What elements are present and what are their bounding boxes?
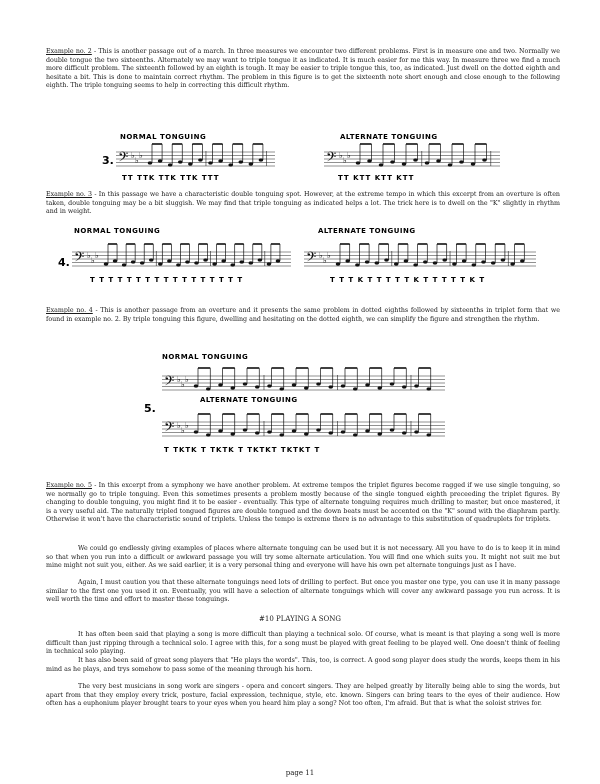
paragraph-alternate-tonguing: We could go endlessly giving examples of places where alternate tonguing can be used but it is not necessary. All you have to do is to keep it in mind so that when you run into a difficult or awkward passage you will try some alternate articulation. You will find one which suits you. It might not suit me but mine might not suit you, either. As we said earlier, it is a very personal thing and everyone will have his own pet alternate tonguings just as I have. (46, 545, 560, 570)
note-head (414, 384, 418, 387)
example-3-notes-left (74, 244, 280, 268)
note-head (378, 432, 382, 435)
example-2-normal-label: NORMAL TONGUING (120, 133, 207, 141)
note-head (292, 429, 296, 432)
note-head (365, 260, 369, 263)
note-head (249, 261, 253, 264)
note-head (353, 433, 357, 436)
note-head (231, 432, 235, 435)
note-head (329, 431, 333, 434)
example-3-notes-right (306, 244, 525, 268)
note-head (249, 162, 253, 165)
note-head (414, 430, 418, 433)
note-head (276, 259, 280, 262)
note-head (365, 429, 369, 432)
note-head (212, 262, 216, 265)
flat-icon: ♭ (185, 421, 189, 430)
note-head (149, 258, 153, 261)
flat-icon: ♭ (131, 151, 135, 160)
flat-icon: ♭ (319, 251, 323, 260)
note-head (384, 258, 388, 261)
example-2-alternate-label: ALTERNATE TONGUING (340, 133, 438, 141)
example-4-notes-bottom (164, 414, 431, 438)
note-head (346, 259, 350, 262)
note-head (367, 159, 371, 162)
note-head (158, 262, 162, 265)
example-2-paragraph (46, 48, 560, 91)
page-number: page 11 (285, 769, 315, 777)
note-head (176, 263, 180, 266)
note-head (355, 263, 359, 266)
example-3-alternate-label: ALTERNATE TONGUING (318, 227, 416, 235)
note-head (258, 258, 262, 261)
note-head (404, 259, 408, 262)
note-head (375, 261, 379, 264)
note-head (390, 382, 394, 385)
note-head (267, 262, 271, 265)
bass-clef-icon: 𝄢 (306, 249, 317, 268)
note-head (448, 163, 452, 166)
note-head (231, 263, 235, 266)
note-head (341, 384, 345, 387)
note-head (462, 259, 466, 262)
note-head (167, 259, 171, 262)
note-head (491, 261, 495, 264)
note-head (218, 383, 222, 386)
note-head (203, 258, 207, 261)
note-head (255, 431, 259, 434)
note-head (423, 260, 427, 263)
flat-icon: ♭ (181, 426, 185, 435)
bass-clef-icon: 𝄢 (326, 149, 337, 168)
note-head (148, 161, 152, 164)
note-head (481, 260, 485, 263)
note-head (243, 428, 247, 431)
note-head (304, 432, 308, 435)
note-head (316, 428, 320, 431)
example-2-number: 3. (102, 154, 114, 167)
note-head (218, 159, 222, 162)
note-head (198, 158, 202, 161)
note-head (243, 382, 247, 385)
note-head (194, 430, 198, 433)
example-4-alternate-label: ALTERNATE TONGUING (200, 396, 298, 404)
note-head (353, 387, 357, 390)
flat-icon: ♭ (177, 421, 181, 430)
note-head (228, 163, 232, 166)
note-head (239, 160, 243, 163)
note-head (240, 260, 244, 263)
flat-icon: ♭ (181, 380, 185, 389)
note-head (427, 433, 431, 436)
note-head (459, 160, 463, 163)
paragraph-caution: Again, I must caution you that these alternate tonguings need lots of drilling to perfect. But once you master one type, you can use it in many passage similar to the first one you used it on. Eventually, you will have a selection of alternate tonguings which will cover any awkward passage you run across. It is well worth the time and effort to master these tonguings. (46, 579, 560, 604)
song-paragraph-2: It has also been said of great song players that "He plays the words". This, too, is correct. A good song player does study the words, keeps them in his mind as he plays, and trys somehow to pass some of the meaning through his horn. (46, 657, 560, 673)
note-head (158, 159, 162, 162)
example-4-paragraph (46, 307, 560, 324)
flat-icon: ♭ (323, 256, 327, 265)
bass-clef-icon: 𝄢 (118, 149, 129, 168)
flat-icon: ♭ (177, 375, 181, 384)
flat-icon: ♭ (91, 256, 95, 265)
note-head (292, 383, 296, 386)
bass-clef-icon: 𝄢 (164, 419, 175, 438)
note-head (208, 161, 212, 164)
note-head (178, 160, 182, 163)
note-head (427, 387, 431, 390)
note-head (259, 158, 263, 161)
note-head (471, 162, 475, 165)
note-head (520, 259, 524, 262)
example-4-normal-label: NORMAL TONGUING (162, 353, 249, 361)
example-3-paragraph (46, 191, 560, 217)
flat-icon: ♭ (95, 251, 99, 260)
note-head (140, 261, 144, 264)
note-head (413, 263, 417, 266)
example-2-notes-left (118, 144, 266, 168)
note-head (379, 163, 383, 166)
flat-icon: ♭ (87, 251, 91, 260)
note-head (267, 430, 271, 433)
example-3-normal-label: NORMAL TONGUING (74, 227, 161, 235)
note-head (267, 384, 271, 387)
flat-icon: ♭ (185, 375, 189, 384)
note-head (104, 262, 108, 265)
note-head (185, 260, 189, 263)
example-4-notes-top (164, 368, 431, 392)
note-head (336, 262, 340, 265)
note-head (221, 259, 225, 262)
example-5-label: Example no. 5 (46, 482, 92, 489)
flat-icon: ♭ (139, 151, 143, 160)
note-head (131, 260, 135, 263)
note-head (218, 429, 222, 432)
note-head (443, 258, 447, 261)
song-paragraph-1: It has often been said that playing a song is more difficult than playing a technical solo. Of course, what is meant is that playing a song well is more difficult than just ripping through a technical solo. I agree with this, for a song must be played with great feeling to be played well. One doesn't think of feeling in technical solo playing. (46, 631, 560, 656)
note-head (113, 259, 117, 262)
example-3-text: - In this passage we have a characteristic double tonguing spot. However, at the extreme tempo in which this excerpt from an overture is often taken, double tonguing may be a bit sluggish. We may find that triple tonguing as indicated helps a lot. The trick here is to dwell on the "K" slightly in rhythm and in weight. (46, 191, 560, 216)
note-head (194, 384, 198, 387)
example-3-score (46, 222, 546, 292)
section-heading: #10 PLAYING A SONG (259, 615, 341, 623)
note-head (378, 386, 382, 389)
note-head (316, 382, 320, 385)
bass-clef-icon: 𝄢 (74, 249, 85, 268)
example-3-label: Example no. 3 (46, 191, 93, 198)
example-4-number: 5. (144, 402, 156, 415)
flat-icon: ♭ (339, 151, 343, 160)
note-head (255, 385, 259, 388)
note-head (436, 159, 440, 162)
note-head (413, 158, 417, 161)
flat-icon: ♭ (347, 151, 351, 160)
example-4-score (140, 348, 480, 473)
song-paragraph-3: The very best musicians in song work are singers - opera and concert singers. They are helped greatly by literally being able to sing the words, but apart from that they employ every trick, posture, facial expression, technique, style, etc. known. Singers can bring tears to the eyes of their audience. How often has a euphonium player brought tears to your eyes when you heard him play a song? Not too often, I'm afraid. But that is what the soloist strives for. (46, 683, 560, 708)
flat-icon: ♭ (343, 156, 347, 165)
example-2-label: Example no. 2 (46, 48, 92, 55)
note-head (402, 162, 406, 165)
example-2-score (100, 128, 530, 190)
note-head (390, 428, 394, 431)
flat-icon: ♭ (135, 156, 139, 165)
example-2-text: - This is another passage out of a march. In three measures we encounter two different problems. First is in measure one and two. Normally we double tongue the two sixteenths. Alternately we may want to triple tongue it as indicated. It is much easier for me this way. In measure three we find a much more difficult problem. The sixteenth followed by an eighth is tough. It may be easier to triple tongue this, too, as indicated. Just dwell on the dotted eighth and hesitate a bit. This is done to maintain correct rhythm. The problem in this figure is to get the sixteenth note short enough and close enough to the following eighth. The triple tonguing seems to help in correcting this difficult rhythm. (46, 48, 560, 90)
note-head (280, 433, 284, 436)
example-5-text: - In this excerpt from a symphony we have another problem. At extreme tempos the triplet figures become ragged if we use single tonguing, so we normally go to triple tonguing. Even this sometimes presents a problem mostly because of the single tongued eighth preceeding the triplet figures. By changing to double tonguing, you might find it to be easier - eventually. This type of alternate tonguing requires much drilling to master, but once mastered, it is a very useful aid. The naturally tripled tongued figures are double tongued and the down beats must be accented on the "K" sound with the diaphram partly. Otherwise it won't have the characteristic sound of triplets. Unless the tempo is extreme there is no advantage to this substitution of quadruplets for triplets. (46, 482, 560, 524)
example-2-notes-right (326, 144, 491, 168)
example-3-normal-syllables: T T T T T T T T T T T T T T T T T (90, 276, 244, 284)
note-head (168, 163, 172, 166)
note-head (329, 385, 333, 388)
note-head (394, 262, 398, 265)
note-head (433, 261, 437, 264)
note-head (402, 385, 406, 388)
note-head (501, 258, 505, 261)
example-2-normal-syllables: TT TTK TTK TTK TTT (122, 174, 220, 182)
example-3-alternate-syllables: T T T K T T T T T K T T T T T K T (330, 276, 486, 284)
note-head (452, 262, 456, 265)
example-4-label: Example no. 4 (46, 307, 93, 314)
note-head (356, 161, 360, 164)
note-head (341, 430, 345, 433)
note-head (206, 433, 210, 436)
note-head (482, 158, 486, 161)
note-head (188, 162, 192, 165)
note-head (280, 387, 284, 390)
example-4-text: - This is another passage from an overture and it presents the same problem in dotted eighths followed by sixteenths in triplet form that we found in example no. 2. By triple tonguing this figure, dwelling and hesitating on the dotted eighth, we can simplify the figure and strengthen the rhythm. (46, 307, 560, 323)
note-head (365, 383, 369, 386)
note-head (402, 431, 406, 434)
example-2-alternate-syllables: TT KTT KTT KTT (338, 174, 415, 182)
note-head (122, 263, 126, 266)
example-4-alternate-syllables: T TKTK T TKTK T TKTKT TKTKT T (164, 446, 321, 454)
example-5-paragraph (46, 482, 560, 525)
note-head (510, 262, 514, 265)
note-head (231, 386, 235, 389)
example-3-number: 4. (58, 256, 70, 269)
flat-icon: ♭ (327, 251, 331, 260)
note-head (206, 387, 210, 390)
note-head (304, 386, 308, 389)
note-head (194, 261, 198, 264)
bass-clef-icon: 𝄢 (164, 373, 175, 392)
note-head (472, 263, 476, 266)
note-head (390, 160, 394, 163)
note-head (425, 161, 429, 164)
